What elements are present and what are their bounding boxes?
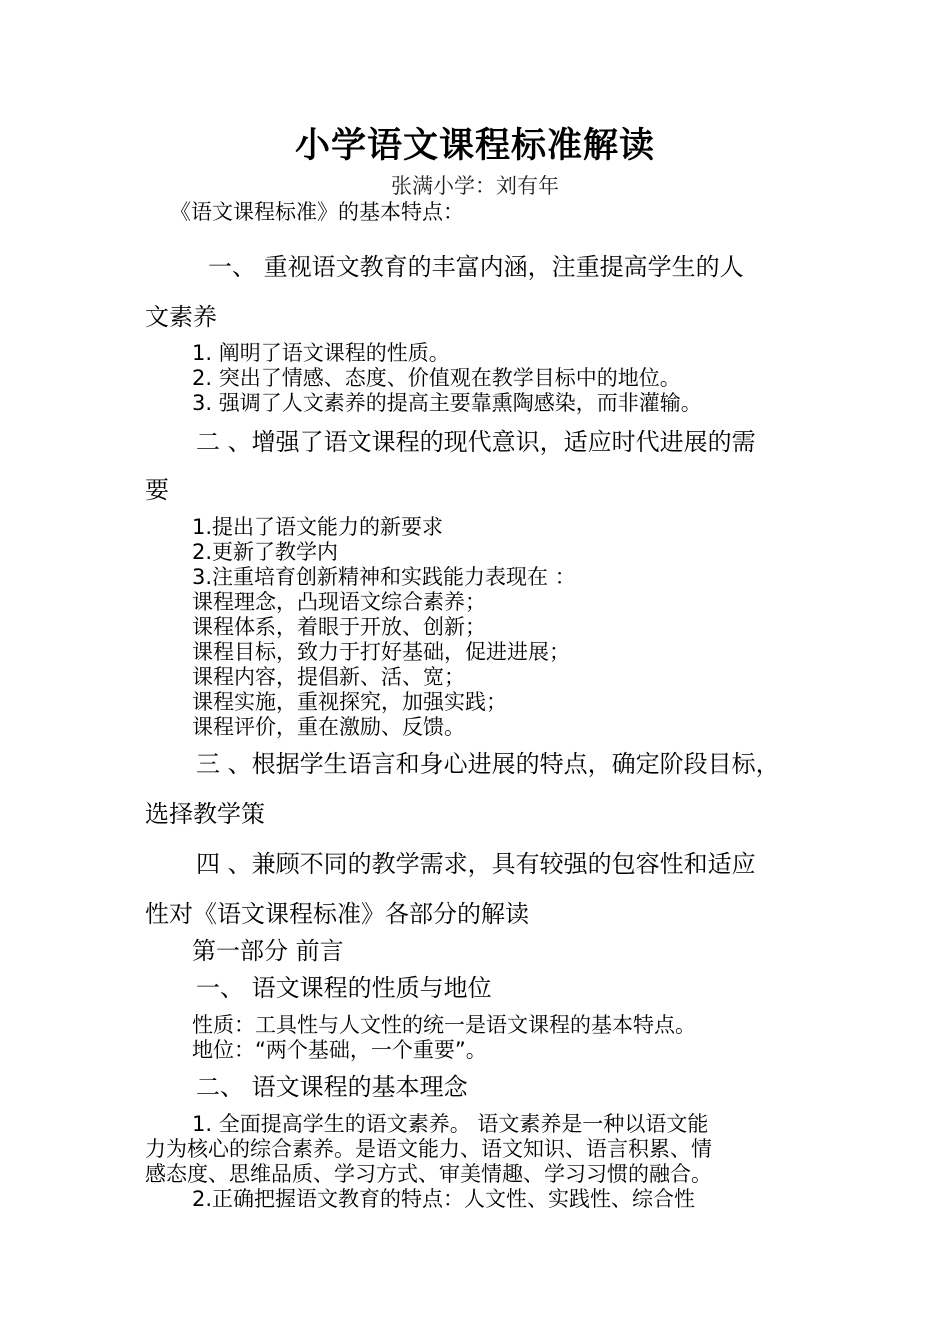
author-line: 张满小学：刘有年 xyxy=(391,174,559,198)
section-4-heading-cont: 性对《语文课程标准》各部分的解读 xyxy=(145,900,529,928)
section-1-item: 1. 阐明了语文课程的性质。 xyxy=(192,341,450,365)
section-2-item: 课程评价，重在激励、反馈。 xyxy=(192,715,465,739)
section-2-item: 课程实施，重视探究，加强实践； xyxy=(192,690,507,714)
nature-line: 性质：工具性与人文性的统一是语文课程的基本特点。 xyxy=(192,1013,696,1037)
section-2-item: 2.更新了教学内 xyxy=(192,540,339,564)
part-1-subheading: 一、 语文课程的性质与地位 xyxy=(196,974,492,1002)
section-2-item: 课程内容，提倡新、活、宽； xyxy=(192,665,465,689)
section-3-heading-cont: 选择教学策 xyxy=(145,800,265,828)
intro-line: 《语文课程标准》的基本特点： xyxy=(170,200,464,224)
section-2-item: 课程目标，致力于打好基础，促进进展； xyxy=(192,640,570,664)
position-line: 地位：“两个基础，一个重要”。 xyxy=(192,1038,487,1062)
part-1-subheading: 二、 语文课程的基本理念 xyxy=(196,1073,468,1101)
section-1-item: 2. 突出了情感、态度、价值观在教学目标中的地位。 xyxy=(192,366,681,390)
section-1-heading: 一、 重视语文教育的丰富内涵，注重提高学生的人 xyxy=(208,253,744,281)
paragraph-line: 感态度、思维品质、学习方式、审美情趣、学习习惯的融合。 xyxy=(145,1162,712,1186)
section-2-item: 1.提出了语文能力的新要求 xyxy=(192,515,444,539)
section-2-heading: 二 、增强了语文课程的现代意识，适应时代进展的需 xyxy=(196,428,756,456)
section-4-heading: 四 、兼顾不同的教学需求，具有较强的包容性和适应 xyxy=(196,850,756,878)
paragraph-line: 2.正确把握语文教育的特点：人文性、实践性、综合性 xyxy=(192,1187,696,1211)
section-2-item: 课程理念，凸现语文综合素养； xyxy=(192,590,486,614)
paragraph-line: 力为核心的综合素养。是语文能力、语文知识、语言积累、情 xyxy=(145,1137,712,1161)
paragraph-line: 1. 全面提高学生的语文素养。 语文素养是一种以语文能 xyxy=(192,1112,709,1136)
section-2-item: 课程体系，着眼于开放、创新； xyxy=(192,615,486,639)
section-3-heading: 三 、根据学生语言和身心进展的特点，确定阶段目标， xyxy=(196,750,780,778)
section-1-item: 3. 强调了人文素养的提高主要靠熏陶感染，而非灌输。 xyxy=(192,391,702,415)
section-2-heading-cont: 要 xyxy=(145,476,169,504)
section-2-item: 3.注重培育创新精神和实践能力表现在 ： xyxy=(192,565,576,589)
part-1-heading: 第一部分 前言 xyxy=(192,937,344,965)
section-1-heading-cont: 文素养 xyxy=(145,303,217,331)
document-title: 小学语文课程标准解读 xyxy=(294,125,655,166)
